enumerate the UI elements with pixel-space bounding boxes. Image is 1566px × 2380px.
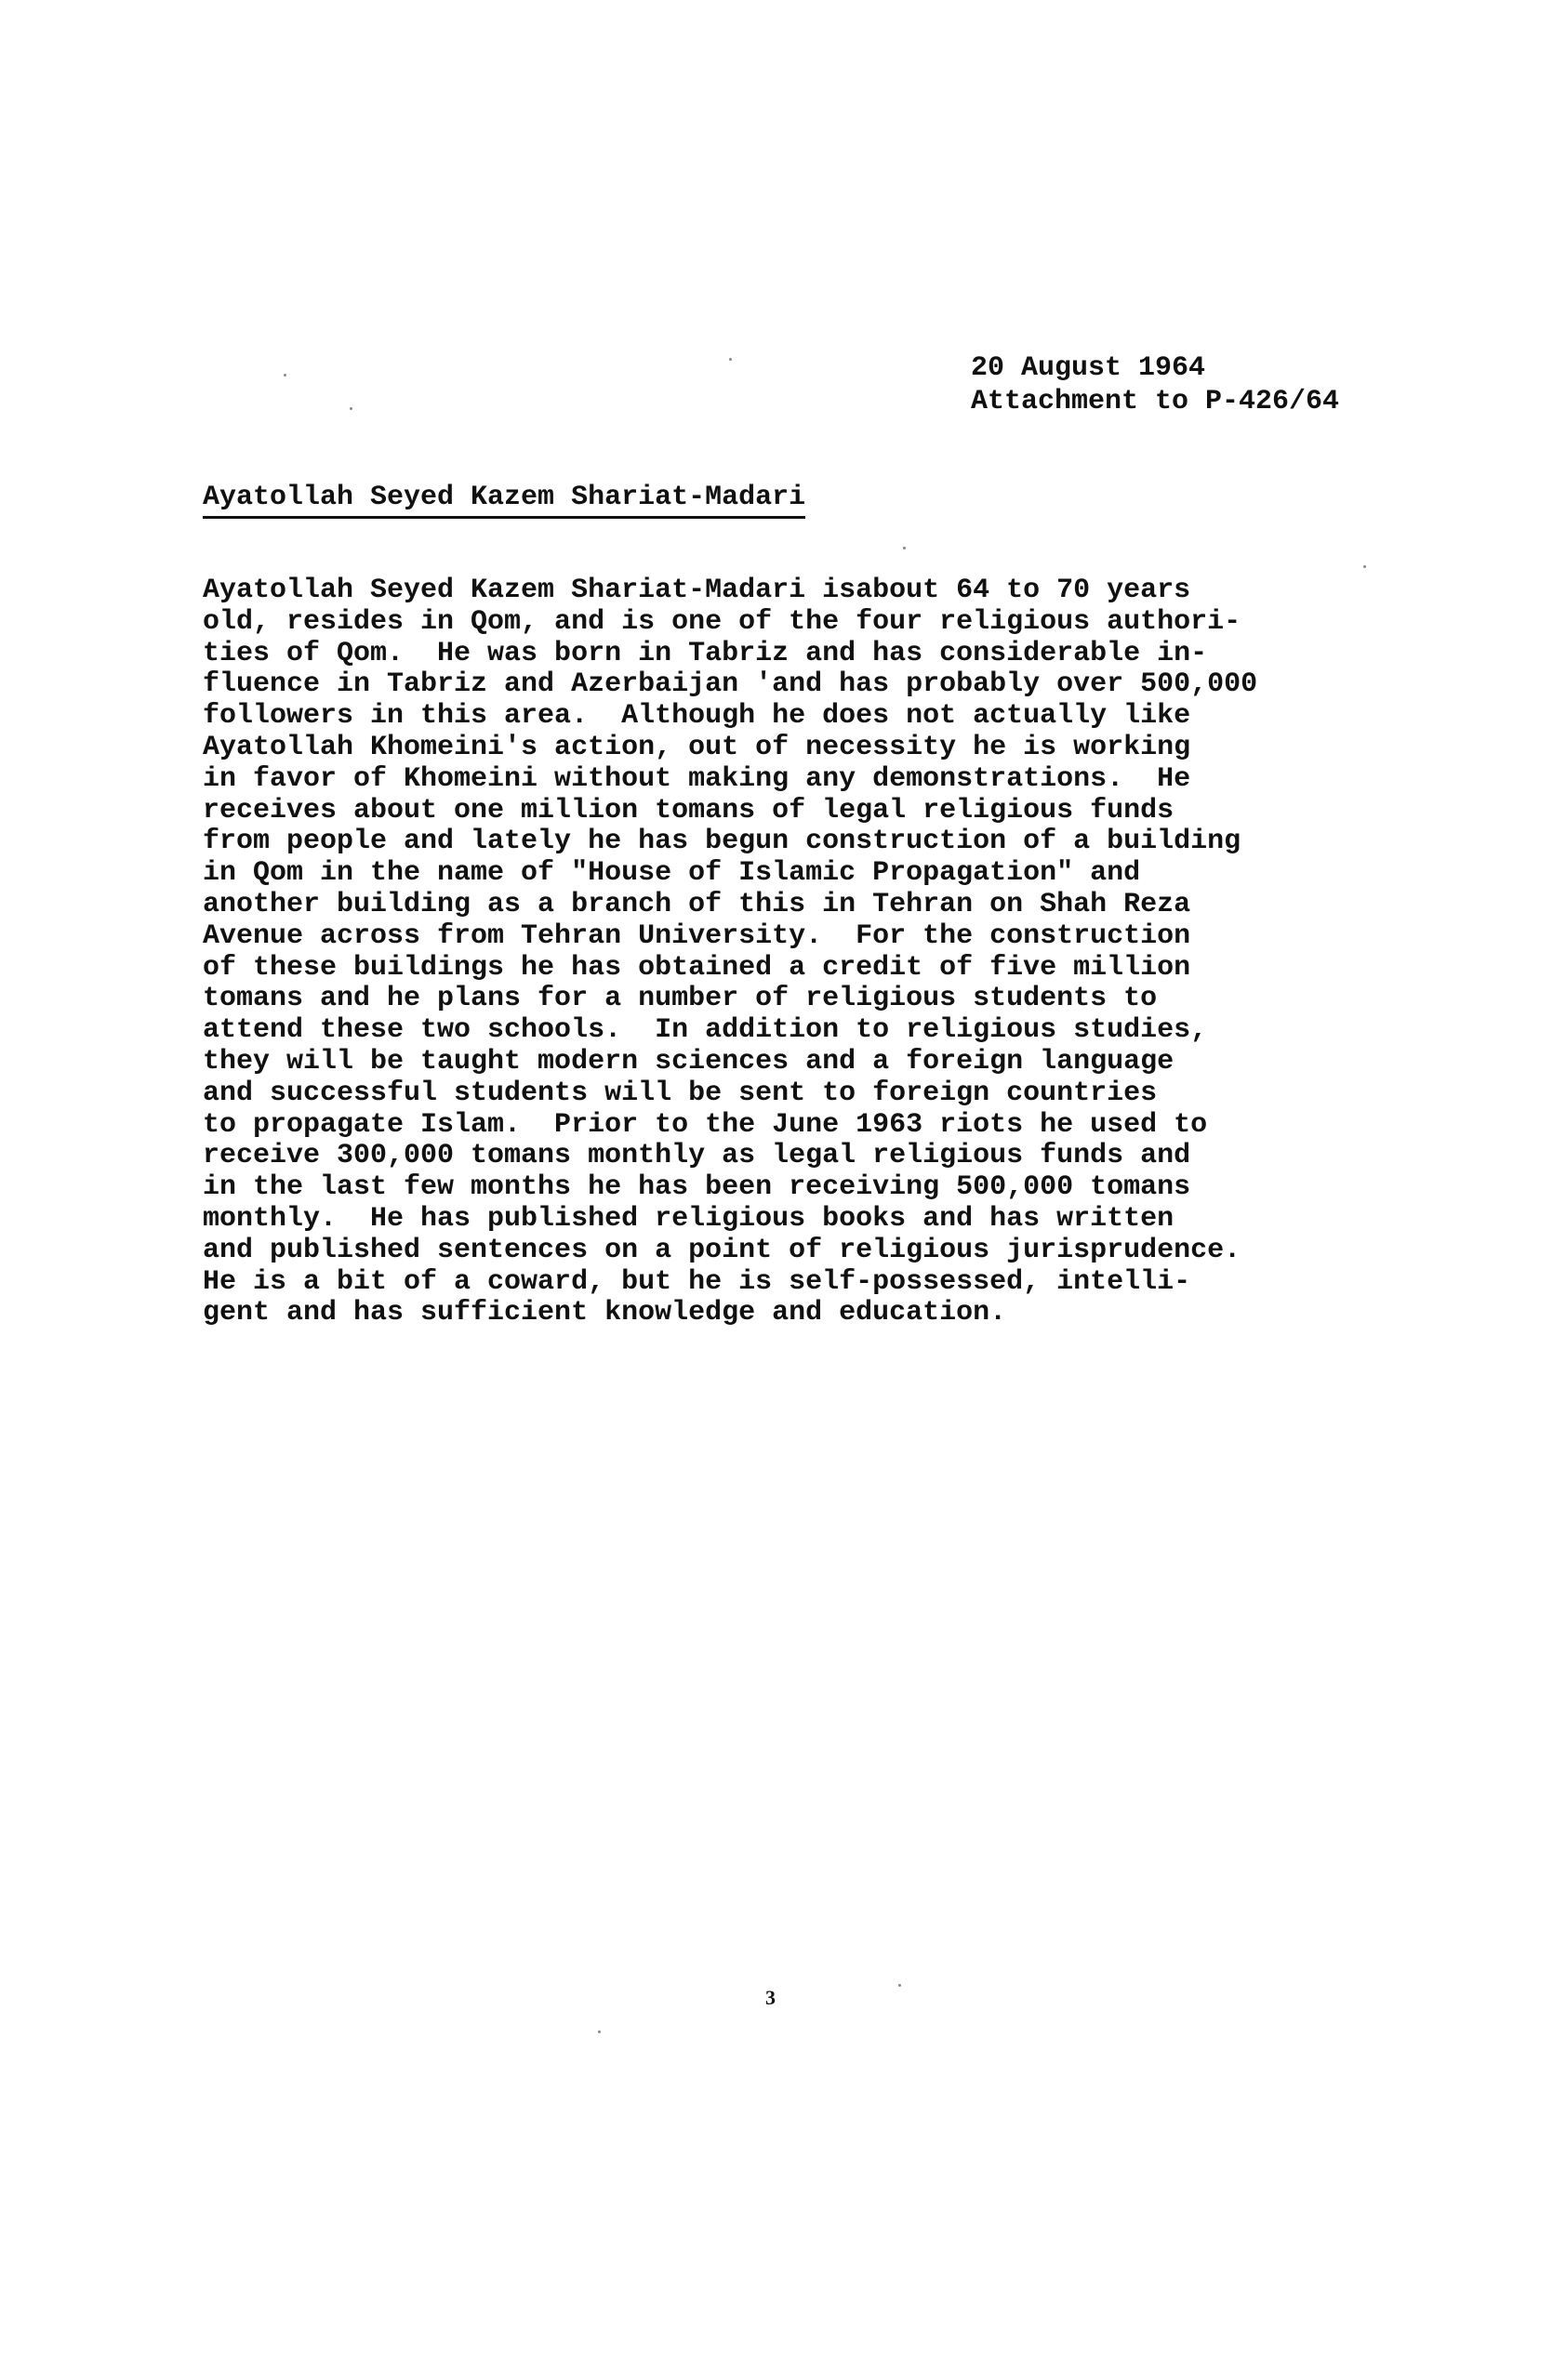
body-paragraph bbox=[203, 575, 1412, 1329]
body-line: receive 300,000 tomans monthly as legal religious funds and bbox=[203, 1140, 1191, 1172]
body-line: followers in this area. Although he does not actually like bbox=[203, 700, 1191, 733]
scan-speck bbox=[903, 547, 906, 549]
body-line: old, resides in Qom, and is one of the four religious authori- bbox=[203, 605, 1241, 638]
scan-speck bbox=[598, 2030, 601, 2033]
document-date: 20 August 1964 bbox=[971, 352, 1206, 384]
body-line: tomans and he plans for a number of religious students to bbox=[203, 983, 1158, 1015]
scan-speck bbox=[729, 358, 732, 361]
body-line: from people and lately he has begun construction of a building bbox=[203, 826, 1241, 858]
body-line: Ayatollah Seyed Kazem Shariat-Madari isabout 64 to 70 years bbox=[203, 575, 1191, 606]
body-line: ties of Qom. He was born in Tabriz and has considerable in- bbox=[203, 637, 1208, 669]
body-line: monthly. He has published religious books and has written bbox=[203, 1202, 1174, 1235]
body-line: and published sentences on a point of religious jurisprudence. bbox=[203, 1234, 1241, 1266]
body-line: in the last few months he has been receiving 500,000 tomans bbox=[203, 1171, 1191, 1204]
page-number: 3 bbox=[765, 1986, 776, 2009]
body-line: of these buildings he has obtained a credit of five million bbox=[203, 951, 1191, 984]
body-line: He is a bit of a coward, but he is self-possessed, intelli- bbox=[203, 1265, 1191, 1298]
scan-speck bbox=[898, 1984, 901, 1987]
scan-speck bbox=[350, 407, 352, 410]
body-line: in favor of Khomeini without making any demonstrations. He bbox=[203, 762, 1191, 795]
body-line: Ayatollah Khomeini's action, out of necessity he is working bbox=[203, 731, 1191, 763]
body-line: another building as a branch of this in Tehran on Shah Reza bbox=[203, 888, 1191, 920]
document-header bbox=[971, 351, 1339, 418]
body-line: gent and has sufficient knowledge and education. bbox=[203, 1297, 1007, 1329]
body-line: and successful students will be sent to foreign countries bbox=[203, 1077, 1158, 1109]
attachment-reference: Attachment to P-426/64 bbox=[971, 386, 1340, 417]
body-line: in Qom in the name of "House of Islamic Propagation" and bbox=[203, 857, 1141, 890]
body-line: attend these two schools. In addition to religious studies, bbox=[203, 1014, 1208, 1047]
body-line: fluence in Tabriz and Azerbaijan 'and has probably over 500,000 bbox=[203, 668, 1258, 701]
body-line: receives about one million tomans of legal religious funds bbox=[203, 794, 1174, 826]
scan-speck bbox=[284, 374, 286, 377]
subject-title: Ayatollah Seyed Kazem Shariat-Madari bbox=[203, 481, 805, 519]
scan-speck bbox=[1363, 565, 1366, 568]
body-line: to propagate Islam. Prior to the June 1963 riots he used to bbox=[203, 1108, 1208, 1141]
body-line: they will be taught modern sciences and a foreign language bbox=[203, 1045, 1174, 1078]
body-line: Avenue across from Tehran University. For the construction bbox=[203, 919, 1191, 952]
